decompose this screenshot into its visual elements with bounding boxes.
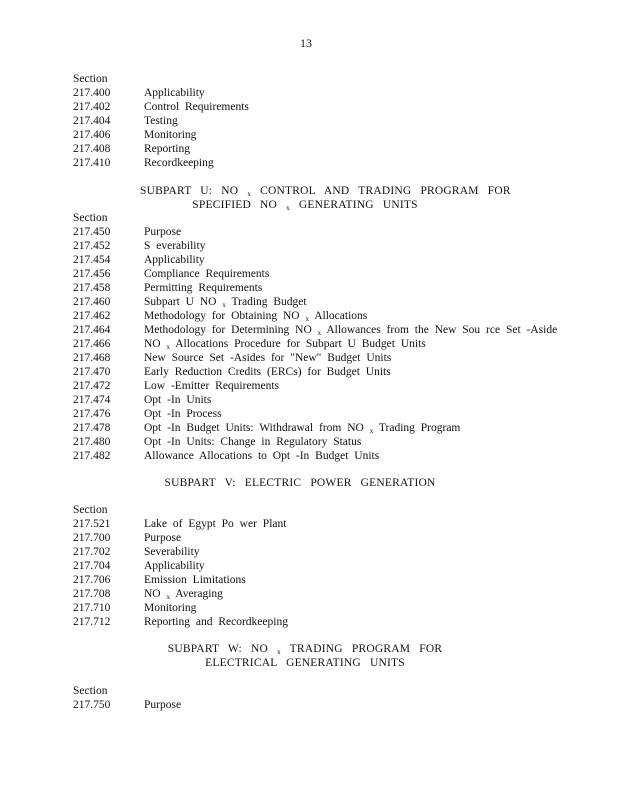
list-item: 217.712 Reporting and Recordkeeping [73, 616, 288, 628]
list-item: 217.464 Methodology for Determining NO $_x$ Allowances from the New Sou rce Set -Aside [73, 324, 558, 337]
list-item: 217.700 Purpose [73, 532, 182, 544]
list-item: 217.708 NO $_x$ Averaging [73, 588, 223, 601]
list-item: 217.452 S everability [73, 240, 206, 252]
list-item: 217.458 Permitting Requirements [73, 282, 263, 294]
list-item: 217.704 Applicability [73, 560, 205, 572]
section-list-3 [73, 503, 543, 629]
list-item: 217.480 Opt -In Units: Change in Regulatory Status [73, 436, 362, 448]
list-item: 217.406 Monitoring [73, 129, 197, 141]
list-item: 217.456 Compliance Requirements [73, 268, 270, 280]
list-item: 217.408 Reporting [73, 143, 190, 155]
section-label: Section [73, 212, 108, 224]
page-number: 13 [300, 36, 312, 50]
list-item: 217.472 Low -Emitter Requirements [73, 380, 280, 392]
section-list-1 [73, 72, 543, 170]
list-item: 217.710 Monitoring [73, 602, 197, 614]
section-label: Section [73, 504, 108, 516]
section-label: Section [73, 73, 108, 85]
list-item: 217.750 Purpose [73, 699, 182, 711]
list-item: 217.454 Applicability [73, 254, 205, 266]
list-item: 217.400 Applicability [73, 87, 205, 99]
list-item: 217.402 Control Requirements [73, 101, 249, 113]
list-item: 217.410 Recordkeeping [73, 157, 214, 169]
section-label: Section [73, 685, 108, 697]
list-item: 217.404 Testing [73, 115, 178, 127]
list-item: 217.482 Allowance Allocations to Opt -In Budget Units [73, 450, 380, 462]
list-item: 217.462 Methodology for Obtaining NO $_x$ Allocations [73, 310, 368, 323]
subpart-u-heading: SUBPART U: NO $_x$ CONTROL AND TRADING PROGRAM FOR SPECIFIED NO $_x$ GENERATING UNITS [140, 185, 511, 212]
list-item: 217.450 Purpose [73, 226, 182, 238]
list-item: 217.466 NO $_x$ Allocations Procedure for Subpart U Budget Units [73, 338, 426, 351]
section-list-4 [73, 684, 543, 712]
list-item: 217.476 Opt -In Process [73, 408, 222, 420]
list-item: 217.706 Emission Limitations [73, 574, 246, 586]
list-item: 217.702 Severability [73, 546, 200, 558]
list-item: 217.478 Opt -In Budget Units: Withdrawal from NO $_x$ Trading Program [73, 422, 461, 435]
list-item: 217.521 Lake of Egypt Po wer Plant [73, 518, 287, 530]
section-list-2 [73, 211, 558, 463]
list-item: 217.470 Early Reduction Credits (ERCs) for Budget Units [73, 366, 391, 378]
list-item: 217.474 Opt -In Units [73, 394, 212, 406]
subpart-w-heading: SUBPART W: NO $_x$ TRADING PROGRAM FOR ELECTRICAL GENERATING UNITS [167, 643, 443, 669]
subpart-v-heading: SUBPART V: ELECTRIC POWER GENERATION [164, 477, 436, 489]
list-item: 217.468 New Source Set -Asides for "New" Budget Units [73, 352, 392, 364]
list-item: 217.460 Subpart U NO $_x$ Trading Budget [73, 296, 307, 309]
